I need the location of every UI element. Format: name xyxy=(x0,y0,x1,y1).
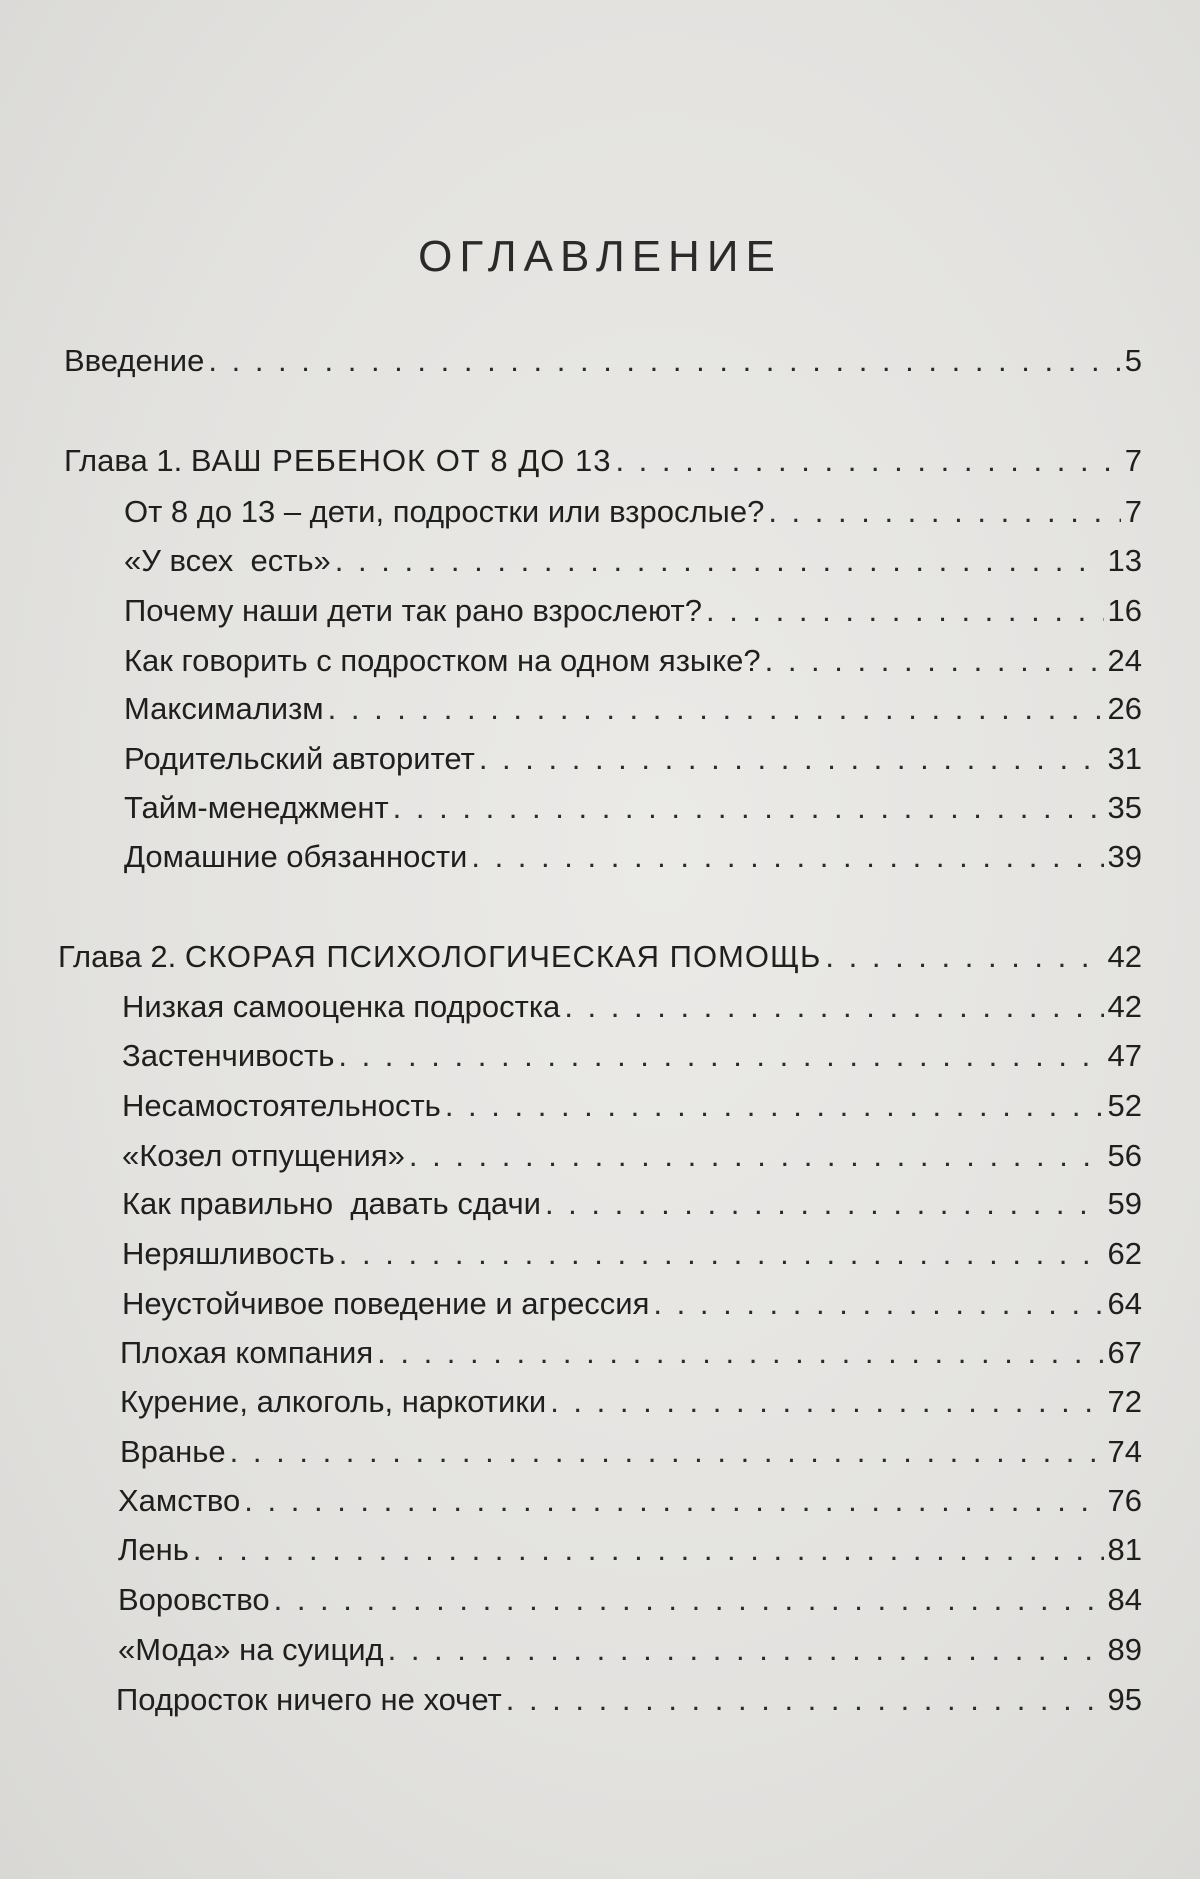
toc-entry-label: Курение, алкоголь, наркотики xyxy=(120,1384,547,1419)
toc-entry-label: Как говорить с подростком на одном языке? xyxy=(124,643,761,678)
toc-entry[interactable] xyxy=(124,641,1142,681)
toc-page-number: 42 xyxy=(1107,989,1142,1024)
leader-dots xyxy=(339,1234,1104,1274)
toc-page-number: 5 xyxy=(1124,343,1142,378)
leader-dots xyxy=(545,1184,1104,1224)
toc-entry[interactable] xyxy=(124,591,1142,631)
toc-entry-label: «Мода» на суицид xyxy=(118,1632,384,1667)
toc-entry-label: Как правильно давать сдачи xyxy=(122,1186,541,1221)
leader-dots xyxy=(193,1530,1104,1570)
toc-page-number: 84 xyxy=(1107,1582,1142,1617)
toc-entry-label: Вранье xyxy=(120,1434,226,1469)
leader-dots xyxy=(768,492,1120,532)
toc-entry[interactable] xyxy=(116,1680,1142,1720)
page-title: ОГЛАВЛЕНИЕ xyxy=(418,232,782,281)
toc-entry-label: Воровство xyxy=(118,1582,270,1617)
leader-dots xyxy=(615,441,1120,481)
toc-entry[interactable] xyxy=(124,788,1142,828)
toc-page-number: 13 xyxy=(1107,543,1142,578)
toc-page-number: 31 xyxy=(1107,741,1142,776)
toc-chapter-2[interactable] xyxy=(58,937,1142,977)
toc-entry-label: Хамство xyxy=(118,1483,241,1518)
toc-page-number: 35 xyxy=(1107,790,1142,825)
toc-page-number: 59 xyxy=(1107,1186,1142,1221)
toc-page-number: 24 xyxy=(1107,643,1142,678)
chapter-prefix: Глава 1. xyxy=(64,443,191,478)
toc-entry-label: «У всех есть» xyxy=(124,543,331,578)
toc-page-number: 89 xyxy=(1107,1632,1142,1667)
toc-entry-label: Почему наши дети так рано взрослеют? xyxy=(124,593,702,628)
toc-entry-label: Подросток ничего не хочет xyxy=(116,1682,502,1717)
toc-entry-label: Домашние обязанности xyxy=(124,839,468,874)
toc-entry[interactable] xyxy=(122,987,1142,1027)
leader-dots xyxy=(550,1382,1103,1422)
toc-entry[interactable] xyxy=(120,1333,1142,1373)
chapter-title: ВАШ РЕБЕНОК ОТ 8 ДО 13 xyxy=(190,443,612,478)
leader-dots xyxy=(765,641,1104,681)
toc-entry[interactable] xyxy=(122,1136,1142,1176)
leader-dots xyxy=(479,739,1104,779)
toc-page-number: 76 xyxy=(1107,1483,1142,1518)
leader-dots xyxy=(409,1136,1104,1176)
toc-page-number: 56 xyxy=(1107,1138,1142,1173)
toc-entry[interactable] xyxy=(120,1382,1142,1422)
toc-page-number: 26 xyxy=(1107,691,1142,726)
leader-dots xyxy=(564,987,1103,1027)
toc-entry[interactable] xyxy=(120,1432,1142,1472)
chapter-title: СКОРАЯ ПСИХОЛОГИЧЕСКАЯ ПОМОЩЬ xyxy=(184,939,822,974)
toc-entry-label: От 8 до 13 – дети, подростки или взрослые? xyxy=(124,494,765,529)
toc-entry-label: «Козел отпущения» xyxy=(122,1138,405,1173)
toc-entry-label: Плохая компания xyxy=(120,1335,374,1370)
toc-entry-label: Лень xyxy=(118,1532,189,1567)
leader-dots xyxy=(335,541,1104,581)
toc-entry[interactable] xyxy=(124,492,1142,532)
leader-dots xyxy=(230,1432,1104,1472)
leader-dots xyxy=(506,1680,1104,1720)
toc-entry[interactable] xyxy=(118,1580,1142,1620)
toc-entry[interactable] xyxy=(122,1234,1142,1274)
toc-entry[interactable] xyxy=(124,541,1142,581)
leader-dots xyxy=(706,591,1104,631)
toc-page-number: 74 xyxy=(1107,1434,1142,1469)
leader-dots xyxy=(388,1630,1104,1670)
toc-page-number: 95 xyxy=(1107,1682,1142,1717)
toc-entry[interactable] xyxy=(124,837,1142,877)
toc-entry-label: Несамостоятельность xyxy=(122,1088,441,1123)
toc-entry-label: Неустойчивое поведение и агрессия xyxy=(122,1286,650,1321)
leader-dots xyxy=(274,1580,1104,1620)
toc-page-number: 64 xyxy=(1107,1286,1142,1321)
toc-entry[interactable] xyxy=(124,689,1142,729)
toc-entry-label: Введение xyxy=(64,343,205,378)
toc-page-number: 81 xyxy=(1107,1532,1142,1567)
toc-entry[interactable] xyxy=(122,1184,1142,1224)
toc-page-number: 7 xyxy=(1124,443,1142,478)
leader-dots xyxy=(653,1284,1103,1324)
leader-dots xyxy=(244,1481,1103,1521)
toc-entry-label: Застенчивость xyxy=(122,1038,335,1073)
toc-entry-label: Родительский авторитет xyxy=(124,741,475,776)
leader-dots xyxy=(471,837,1103,877)
toc-page-number: 47 xyxy=(1107,1038,1142,1073)
toc-page-number: 7 xyxy=(1124,494,1142,529)
toc-page-number: 62 xyxy=(1107,1236,1142,1271)
toc-entry-label: Максимализм xyxy=(124,691,324,726)
leader-dots xyxy=(338,1036,1103,1076)
toc-page-number: 16 xyxy=(1107,593,1142,628)
toc-page-number: 52 xyxy=(1107,1088,1142,1123)
toc-page-number: 39 xyxy=(1107,839,1142,874)
toc-entry[interactable] xyxy=(118,1481,1142,1521)
leader-dots xyxy=(825,937,1103,977)
toc-entry[interactable] xyxy=(118,1630,1142,1670)
toc-chapter-1[interactable] xyxy=(64,441,1142,481)
toc-page-number: 67 xyxy=(1107,1335,1142,1370)
toc-entry[interactable] xyxy=(122,1086,1142,1126)
leader-dots xyxy=(208,341,1120,381)
chapter-prefix: Глава 2. xyxy=(58,939,185,974)
toc-page-number: 72 xyxy=(1107,1384,1142,1419)
toc-entry-label: Тайм-менеджмент xyxy=(124,790,389,825)
leader-dots xyxy=(393,788,1104,828)
toc-entry-intro[interactable] xyxy=(64,341,1142,381)
toc-entry[interactable] xyxy=(118,1530,1142,1570)
leader-dots xyxy=(328,689,1104,729)
toc-entry[interactable] xyxy=(122,1284,1142,1324)
toc-page-number: 42 xyxy=(1107,939,1142,974)
leader-dots xyxy=(377,1333,1103,1373)
toc-entry[interactable] xyxy=(124,739,1142,779)
toc-entry-label: Низкая самооценка подростка xyxy=(122,989,561,1024)
leader-dots xyxy=(445,1086,1104,1126)
toc-entry-label: Неряшливость xyxy=(122,1236,335,1271)
toc-entry[interactable] xyxy=(122,1036,1142,1076)
